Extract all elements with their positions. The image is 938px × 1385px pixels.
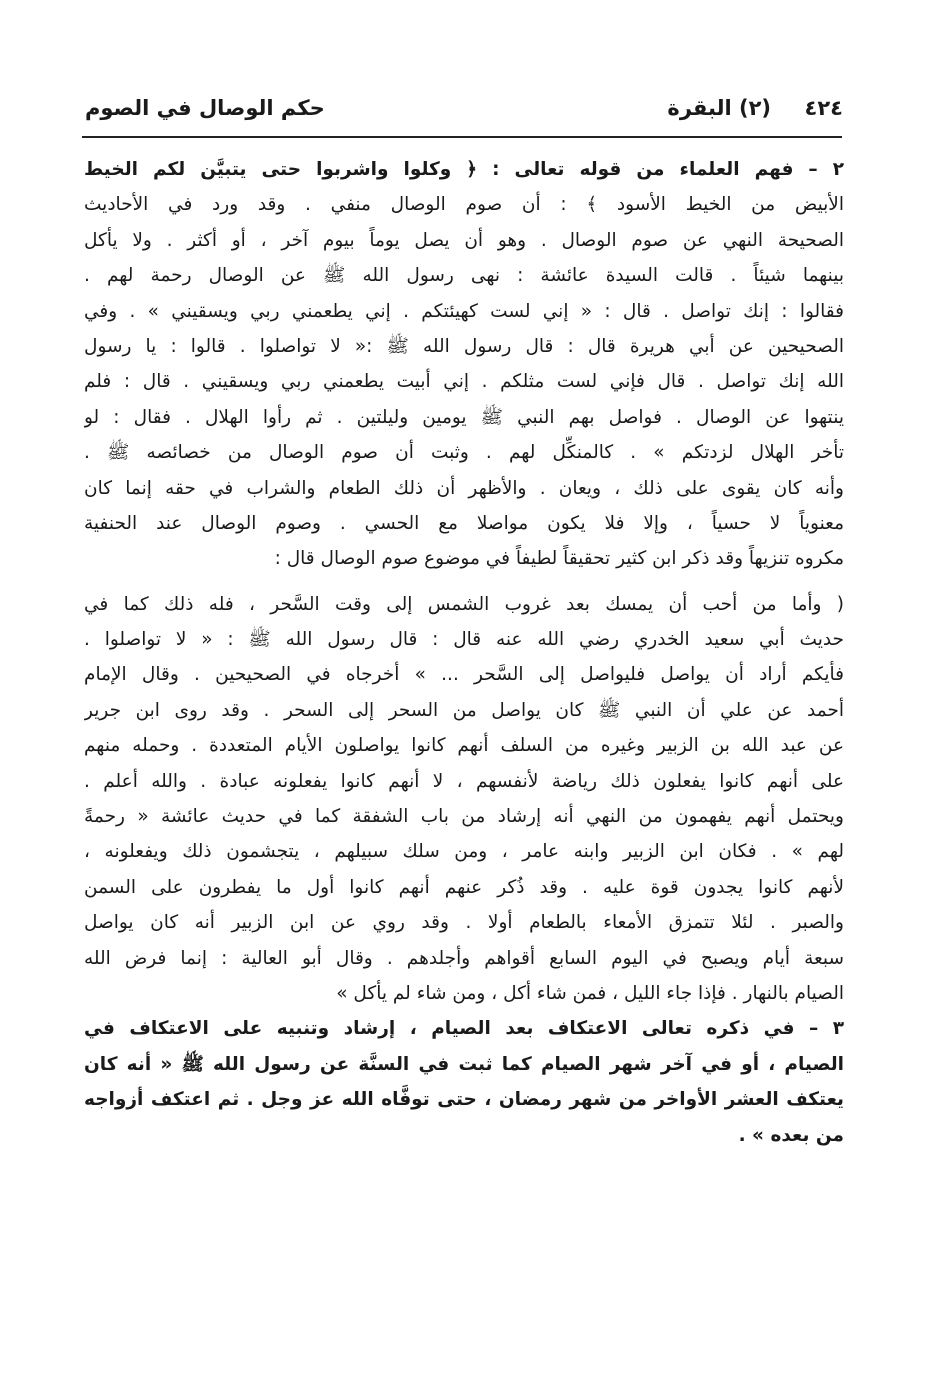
text-line: فقالوا : إنك تواصل . قال : « إني لست كهيئتكم . إني يطعمني ربي ويسقيني » . وفي (84, 300, 844, 322)
text-line: لأنهم كانوا يجدون قوة عليه . وقد ذُكر عنهم أنهم كانوا أول ما يفطرون على السمن (84, 876, 844, 898)
text-line: والصبر . لئلا تتمزق الأمعاء بالطعام أولا . وقد روي عن ابن الزبير أنه كان يواصل (84, 912, 844, 934)
text-line: حديث أبي سعيد الخدري رضي الله عنه قال : قال رسول الله ﷺ : « لا تواصلوا . (84, 629, 844, 651)
text-line: وأنه كان يقوى على ذلك ، ويعان . والأظهر أن ذلك الطعام والشراب في حقه إنما كان (84, 477, 844, 499)
running-title: حكم الوصال في الصوم (85, 96, 325, 120)
paragraph-3 (84, 1011, 844, 1153)
ibn-kathir-quote (84, 587, 844, 1012)
page-number: ٤٢٤ (804, 96, 843, 120)
text-line: الصيام بالنهار . فإذا جاء الليل ، فمن شاء أكل ، ومن شاء لم يأكل » (336, 982, 844, 1004)
body-text (84, 152, 844, 1153)
text-line: الصحيحين عن أبي هريرة قال : قال رسول الله ﷺ :« لا تواصلوا . قالوا : يا رسول (84, 335, 844, 357)
text-line: الصيام ، أو في آخر شهر الصيام كما ثبت في السنَّة عن رسول الله ﷺ « أنه كان (84, 1053, 844, 1075)
header-rule (82, 136, 842, 138)
text-line: ينتهوا عن الوصال . فواصل بهم النبي ﷺ يومين وليلتين . ثم رأوا الهلال . فقال : لو (84, 406, 844, 428)
text-line: الأبيض من الخيط الأسود ﴾ : أن صوم الوصال منفي . وقد ورد في الأحاديث (84, 194, 844, 216)
paragraph-2 (84, 152, 844, 577)
surah-label: (٢) البقرة (667, 96, 771, 120)
text-line: لهم » . فكان ابن الزبير وابنه عامر ، ومن سلك سبيلهم ، يتجشمون ذلك ويفعلونه ، (84, 841, 844, 863)
text-line: ٣ – في ذكره تعالى الاعتكاف بعد الصيام ، إرشاد وتنبيه على الاعتكاف في (84, 1018, 844, 1040)
page-header (85, 92, 843, 132)
text-line: مكروه تنزيهاً وقد ذكر ابن كثير تحقيقاً لطيفاً في موضوع صوم الوصال قال : (274, 548, 844, 570)
text-line: الله إنك تواصل . قال فإني لست مثلكم . إني أبيت يطعمني ربي ويسقيني . قال : فلم (84, 371, 844, 393)
text-line: ويحتمل أنهم يفهمون من النهي أنه إرشاد من باب الشفقة كما في حديث عائشة « رحمةً (84, 806, 844, 828)
text-line: ( وأما من أحب أن يمسك بعد غروب الشمس إلى وقت السَّحر ، فله ذلك كما في (84, 593, 844, 615)
text-line: يعتكف العشر الأواخر من شهر رمضان ، حتى توفَّاه الله عز وجل . ثم اعتكف أزواجه (84, 1089, 844, 1111)
text-line: بينهما شيئاً . قالت السيدة عائشة : نهى رسول الله ﷺ عن الوصال رحمة لهم . (84, 265, 844, 287)
text-line: سبعة أيام ويصبح في اليوم السابع أقواهم وأجلدهم . وقال أبو العالية : إنما فرض الله (84, 947, 844, 969)
text-line: من بعده » . (738, 1124, 844, 1146)
text-line: على أنهم كانوا يفعلون ذلك رياضة لأنفسهم ، لا أنهم كانوا يفعلونه عبادة . والله أعلم . (84, 770, 844, 792)
paragraph-gap (84, 577, 844, 587)
text-line: الصحيحة النهي عن صوم الوصال . وهو أن يصل يوماً بيوم آخر ، أو أكثر . ولا يأكل (84, 229, 844, 251)
text-line: تأخر الهلال لزدتكم » . كالمنكِّل لهم . وثبت أن صوم الوصال من خصائصه ﷺ . (84, 442, 844, 464)
text-line: فأيكم أراد أن يواصل فليواصل إلى السَّحر ... » أخرجاه في الصحيحين . وقال الإمام (84, 664, 844, 686)
text-line: ٢ – فهم العلماء من قوله تعالى : ﴿ وكلوا واشربوا حتى يتبيَّن لكم الخيط (84, 159, 844, 180)
text-line: معنوياً لا حسياً ، وإلا فلا يكون مواصلا مع الحسي . وصوم الوصال عند الحنفية (84, 512, 844, 534)
text-line: أحمد عن علي أن النبي ﷺ كان يواصل من السحر إلى السحر . وقد روى ابن جرير (84, 699, 844, 721)
text-line: عن عبد الله بن الزبير وغيره من السلف أنهم كانوا يواصلون الأيام المتعددة . وحمله منهم (84, 735, 844, 757)
